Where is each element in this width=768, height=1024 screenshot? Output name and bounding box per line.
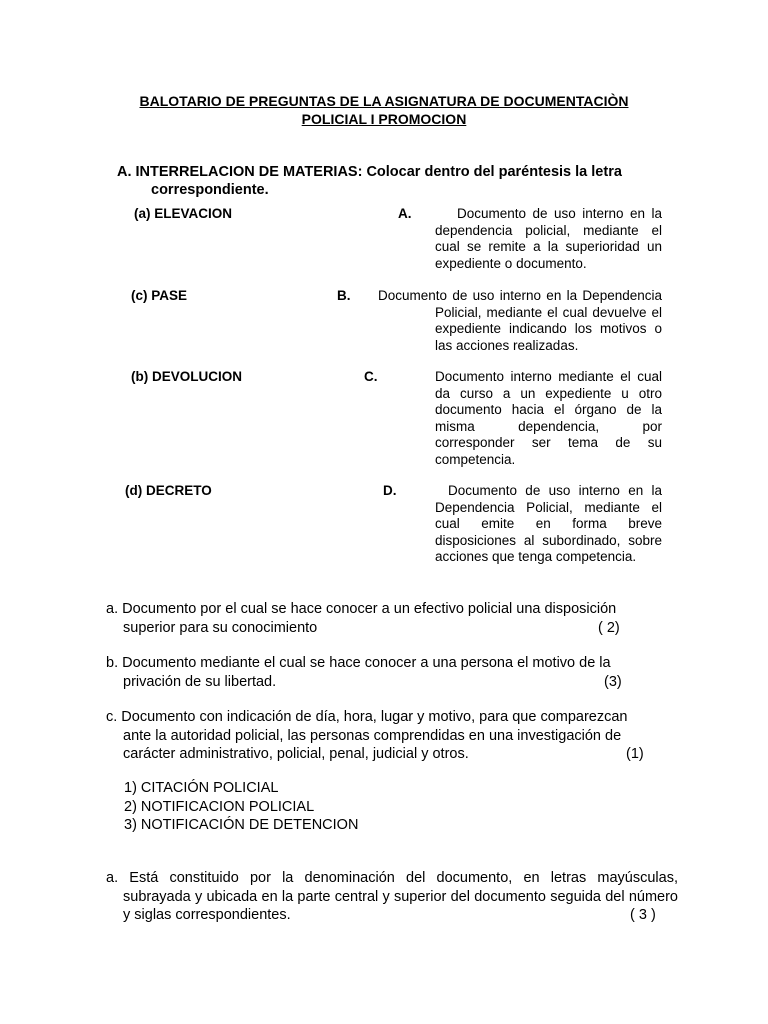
- option-3: 3) NOTIFICACIÓN DE DETENCION: [124, 817, 359, 833]
- document-title: [0, 92, 768, 128]
- last-question: [106, 869, 678, 925]
- section-a-heading-line2: correspondiente.: [151, 182, 269, 198]
- question-b-line1: b. Documento mediante el cual se hace conocer a una persona el motivo de la: [106, 655, 611, 671]
- option-1: 1) CITACIÓN POLICIAL: [124, 780, 279, 796]
- section-a-heading: [117, 163, 662, 199]
- term-decreto: (d) DECRETO: [125, 483, 212, 498]
- question-a: [106, 600, 666, 637]
- answer-a: ( 2): [598, 619, 620, 636]
- title-line-1: BALOTARIO DE PREGUNTAS DE LA ASIGNATURA DE DOCUMENTACIÒN: [139, 93, 629, 109]
- question-a-line1: a. Documento por el cual se hace conocer a un efectivo policial una disposición: [106, 601, 617, 617]
- letter-a: A.: [398, 206, 412, 221]
- answer-c: (1): [626, 746, 644, 762]
- question-a-line2: superior para su conocimiento: [123, 619, 318, 636]
- letter-d: D.: [383, 483, 397, 498]
- definition-b: Documento de uso interno en la Dependencia Policial, mediante el cual devuelve el expediente indicando los motivos o las acciones realizadas.: [378, 288, 662, 353]
- term-elevacion: (a) ELEVACION: [134, 206, 233, 221]
- definition-d: Documento de uso interno en la Dependencia Policial, mediante el cual emite en forma breve disposiciones al subordinado, sobre acciones que tenga competencia.: [435, 483, 662, 564]
- last-question-text: a. Está constituido por la denominación del documento, en letras mayúsculas, subrayada y ubicada en la parte central y superior del documento seguida del número y siglas correspondientes.: [106, 870, 678, 923]
- letter-b: B.: [337, 288, 351, 303]
- definition-c: Documento interno mediante el cual da curso a un expediente u otro documento hacia el órgano de la misma dependencia, por corresponder ser tema de su competencia.: [435, 369, 662, 467]
- title-line-2: POLICIAL I PROMOCION: [301, 111, 467, 127]
- answer-b: (3): [604, 673, 622, 690]
- question-c: [106, 708, 666, 764]
- question-c-line1: c. Documento con indicación de día, hora, lugar y motivo, para que comparezcan: [106, 709, 628, 725]
- term-pase: (c) PASE: [131, 288, 188, 303]
- question-c-line2: ante la autoridad policial, las personas comprendidas en una investigación de: [123, 727, 622, 744]
- option-2: 2) NOTIFICACION POLICIAL: [124, 798, 315, 815]
- term-devolucion: (b) DEVOLUCION: [131, 369, 242, 384]
- options-list: [124, 779, 358, 835]
- definition-a: Documento de uso interno en la dependencia policial, mediante el cual se remite a la superioridad un expediente o documento.: [435, 206, 662, 271]
- question-b: [106, 654, 666, 691]
- section-a-heading-line1: A. INTERRELACION DE MATERIAS: Colocar dentro del paréntesis la letra: [117, 164, 622, 180]
- question-c-line3: carácter administrativo, policial, penal, judicial y otros.: [123, 746, 469, 762]
- last-answer: ( 3 ): [630, 907, 656, 923]
- letter-c: C.: [364, 369, 378, 384]
- question-b-line2: privación de su libertad.: [123, 673, 277, 690]
